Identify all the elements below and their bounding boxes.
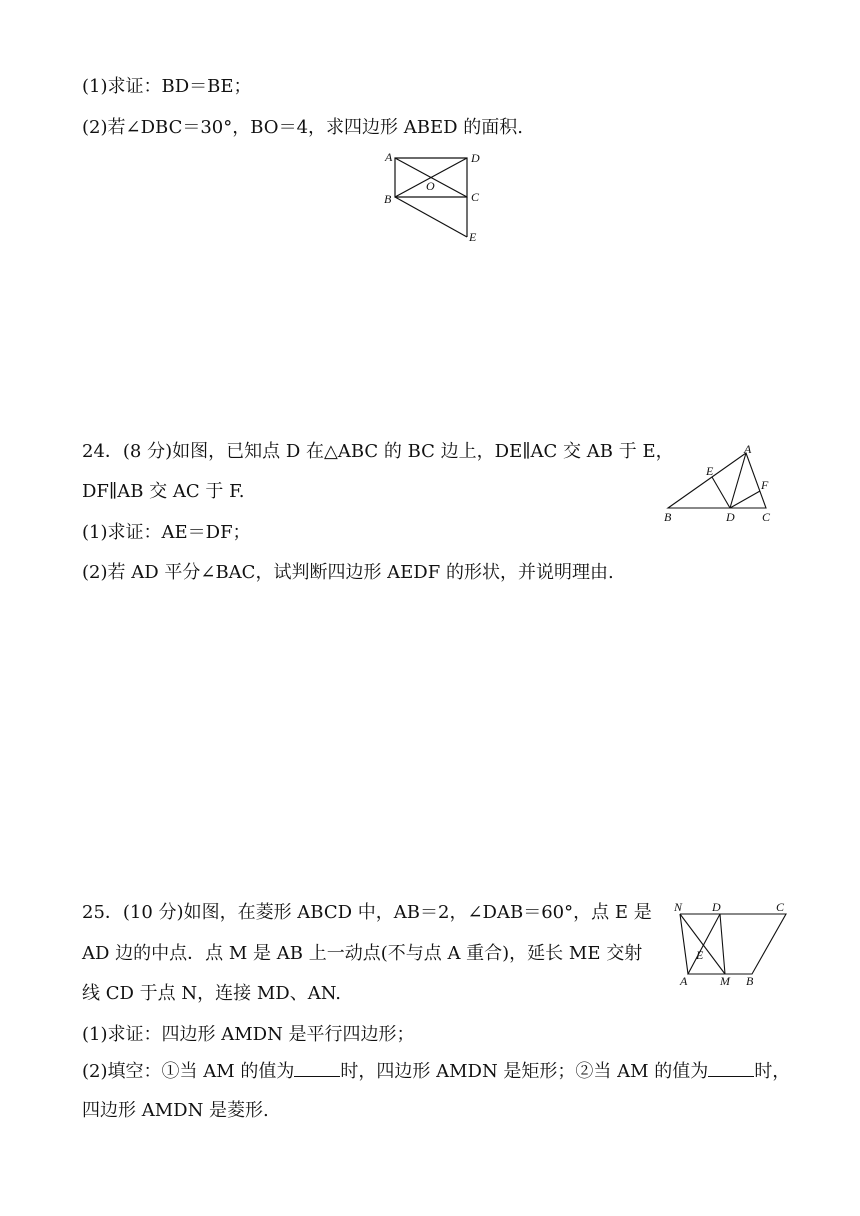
q24-label-F: F: [761, 478, 769, 492]
q23-label-B: B: [384, 192, 392, 206]
q23-part1: (1)求证：BD＝BE；: [82, 76, 252, 97]
q25-part2-a: (2)填空：①当 AM 的值为: [82, 1061, 295, 1082]
answer-blank-1[interactable]: [294, 1060, 340, 1077]
q25-line2: AD 边的中点．点 M 是 AB 上一动点(不与点 A 重合)，延长 ME 交射: [82, 943, 643, 964]
q23-label-D: D: [471, 151, 480, 165]
answer-blank-2[interactable]: [708, 1060, 754, 1077]
q24-label-C: C: [762, 510, 771, 524]
q24-label-E: E: [706, 464, 714, 478]
q25-part2-d: 四边形 AMDN 是菱形.: [82, 1100, 269, 1121]
q23-figure: [375, 145, 495, 250]
q25-part2-c: 时，: [754, 1061, 791, 1082]
q24-line1: 24．(8 分)如图，已知点 D 在△ABC 的 BC 边上，DE∥AC 交 AB 于 E，: [82, 441, 674, 462]
q25-part2-line: [82, 1060, 790, 1083]
q24-label-A: A: [744, 443, 752, 456]
q25-figure: [668, 897, 798, 989]
q25-part2-b: 时，四边形 AMDN 是矩形；②当 AM 的值为: [340, 1061, 709, 1082]
q24-label-B: B: [664, 510, 672, 524]
q24-line2: DF∥AB 交 AC 于 F.: [82, 481, 245, 502]
q23-part2: (2)若∠DBC＝30°，BO＝4，求四边形 ABED 的面积.: [82, 117, 523, 138]
q25-label-B: B: [746, 974, 754, 988]
q25-label-A: A: [680, 974, 688, 988]
q23-label-A: A: [385, 150, 393, 164]
q25-label-C: C: [776, 900, 785, 914]
q23-label-C: C: [471, 190, 480, 204]
q25-label-D: D: [712, 900, 721, 914]
q25-part1: (1)求证：四边形 AMDN 是平行四边形；: [82, 1024, 415, 1045]
q24-label-D: D: [726, 510, 735, 524]
q24-part1: (1)求证：AE＝DF；: [82, 522, 251, 543]
q25-label-M: M: [720, 974, 730, 988]
q23-label-O: O: [426, 179, 435, 193]
q25-label-N: N: [674, 900, 683, 914]
q24-part2: (2)若 AD 平分∠BAC，试判断四边形 AEDF 的形状，并说明理由.: [82, 562, 614, 583]
q23-label-E: E: [469, 230, 477, 244]
q25-line3: 线 CD 于点 N，连接 MD、AN.: [82, 983, 342, 1004]
q25-line1: 25．(10 分)如图，在菱形 ABCD 中，AB＝2，∠DAB＝60°，点 E 是: [82, 902, 652, 923]
q25-label-E: E: [696, 948, 704, 962]
q24-figure: [660, 443, 785, 525]
